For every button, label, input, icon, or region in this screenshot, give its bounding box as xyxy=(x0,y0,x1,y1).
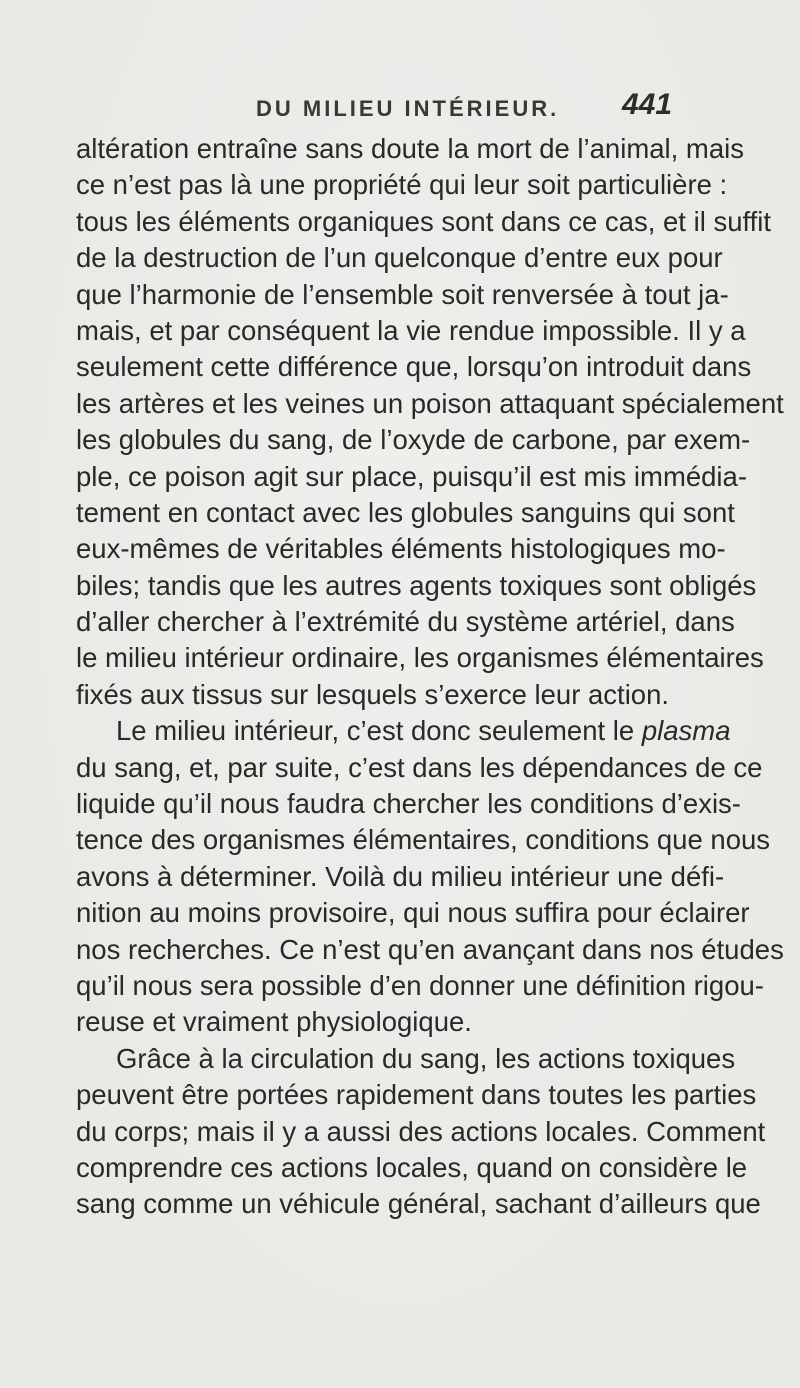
text-line: mais, et par conséquent la vie rendue impossible. Il y a xyxy=(76,314,746,346)
text-line: ce n’est pas là une propriété qui leur soit particulière : xyxy=(76,169,728,201)
text-line: d’aller chercher à l’extrémité du système artériel, dans xyxy=(76,606,735,638)
text-line: altération entraîne sans doute la mort de l’animal, mais xyxy=(76,133,744,164)
text-line: ple, ce poison agit sur place, puisqu’il est mis immédia- xyxy=(76,460,747,492)
text-line xyxy=(76,713,731,749)
text-line: liquide qu’il nous faudra chercher les conditions d’exis- xyxy=(76,788,741,820)
text-line: que l’harmonie de l’ensemble soit renversée à tout ja- xyxy=(76,278,729,310)
text-line: tence des organismes élémentaires, conditions que nous xyxy=(76,824,771,856)
body-text xyxy=(76,131,784,1223)
text-line: de la destruction de l’un quelconque d’entre eux pour xyxy=(76,242,723,274)
text-line: peuvent être portées rapidement dans toutes les parties xyxy=(76,1079,757,1111)
text-line: tement en contact avec les globules sanguins qui sont xyxy=(76,496,735,528)
text-line: biles; tandis que les autres agents toxiques sont obligés xyxy=(76,569,757,601)
text-line: nos recherches. Ce n’est qu’en avançant dans nos études xyxy=(76,933,784,965)
italic-term: plasma xyxy=(641,715,731,747)
text-line: fixés aux tissus sur lesquels s’exerce leur action. xyxy=(76,678,670,710)
text-line: les artères et les veines un poison attaquant spécialement xyxy=(76,387,784,419)
running-head xyxy=(0,88,800,128)
text-line: du sang, et, par suite, c’est dans les dépendances de ce xyxy=(76,751,763,783)
running-title: DU MILIEU INTÉRIEUR. xyxy=(256,96,560,121)
text-line: les globules du sang, de l’oxyde de carbone, par exem- xyxy=(76,424,751,456)
text-line: qu’il nous sera possible d’en donner une définition rigou- xyxy=(76,969,764,1001)
text-line: reuse et vraiment physiologique. xyxy=(76,1006,472,1038)
text-line: nition au moins provisoire, qui nous suffira pour éclairer xyxy=(76,897,750,929)
text-line: du corps; mais il y a aussi des actions locales. Comment xyxy=(76,1115,766,1147)
text-line: seulement cette différence que, lorsqu’on introduit dans xyxy=(76,351,752,383)
text-line: Grâce à la circulation du sang, les actions toxiques xyxy=(116,1042,736,1074)
text-line-start: Le milieu intérieur, c’est donc seulement le xyxy=(116,715,642,747)
text-line: le milieu intérieur ordinaire, les organismes élémentaires xyxy=(76,642,764,674)
page-number: 441 xyxy=(622,88,673,121)
text-line: eux-mêmes de véritables éléments histologiques mo- xyxy=(76,533,726,565)
text-line: avons à déterminer. Voilà du milieu intérieur une défi- xyxy=(76,860,725,892)
text-line: sang comme un véhicule général, sachant d’ailleurs que xyxy=(76,1188,761,1220)
text-line: tous les éléments organiques sont dans ce cas, et il suffit xyxy=(76,205,772,237)
text-line: comprendre ces actions locales, quand on considère le xyxy=(76,1151,748,1183)
